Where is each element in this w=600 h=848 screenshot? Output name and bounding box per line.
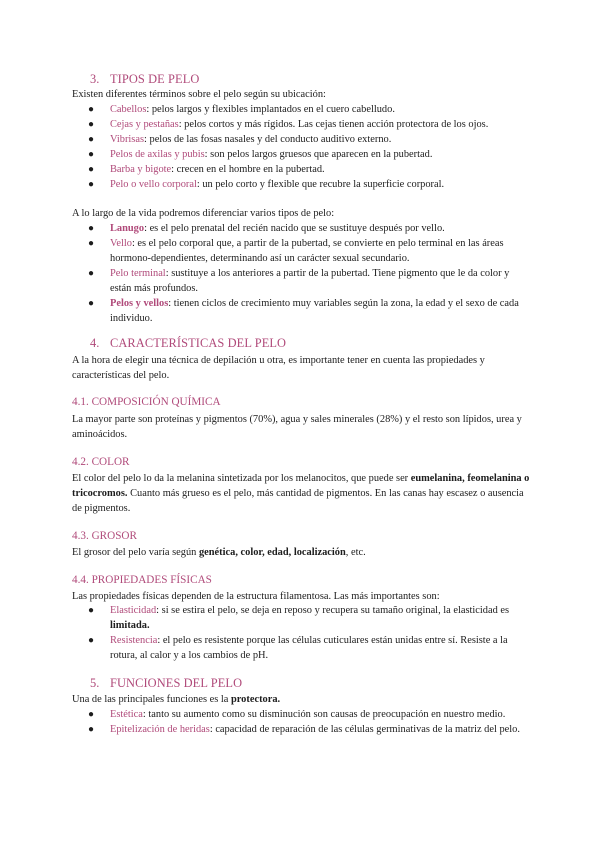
bullet-icon: ● <box>88 149 95 160</box>
pigment-types: eumelanina, feomelanina o tricocromos. <box>72 473 530 499</box>
term: Cejas y pestañas <box>110 119 179 130</box>
list-item: ● Vello: es el pelo corporal que, a partir de la pubertad, se convierte en pelo terminal en las áreas hormono-dependientes, determinando así un carácter sexual secundario. <box>88 238 504 264</box>
list-item: ● Cabellos: pelos largos y flexibles implantados en el cuero cabelludo. <box>88 104 395 115</box>
bullet-icon: ● <box>88 605 95 616</box>
bullet-icon: ● <box>88 179 95 190</box>
section-3-heading <box>90 72 199 87</box>
list-item: ● Lanugo: es el pelo prenatal del recién nacido que se sustituye después por vello. <box>88 223 445 234</box>
term: Epitelización de heridas <box>110 724 210 735</box>
list-item: ● Resistencia: el pelo es resistente porque las células cuticulares están unidas entre sí. Resiste a la rotura, al calor y a los cambios de pH. <box>88 635 508 661</box>
section-3-number: 3. <box>90 72 100 86</box>
term: Estética <box>110 709 143 720</box>
list-item: ● Pelo terminal: sustituye a los anteriores a partir de la pubertad. Tiene pigmento que le da color y están más profundos. <box>88 268 510 294</box>
section-3-title: TIPOS DE PELO <box>110 72 200 86</box>
list-item: ● Estética: tanto su aumento como su disminución son causas de preocupación en nuestro medio. <box>88 709 506 720</box>
list-item: ● Epitelización de heridas: capacidad de reparación de las células germinativas de la matriz del pelo. <box>88 724 520 735</box>
term: Cabellos <box>110 104 147 115</box>
bullet-icon: ● <box>88 298 95 309</box>
section-3-intro: Existen diferentes términos sobre el pelo según su ubicación: <box>72 89 326 100</box>
section-4-title: CARACTERÍSTICAS DEL PELO <box>110 336 287 350</box>
term: Pelo terminal <box>110 268 166 279</box>
term: Elasticidad <box>110 605 157 616</box>
list-item: ● Pelos de axilas y pubis: son pelos largos gruesos que aparecen en la pubertad. <box>88 149 433 160</box>
list-item: ● Elasticidad: si se estira el pelo, se deja en reposo y recupera su tamaño original, la elasticidad es limitada. <box>88 605 510 631</box>
subsection-4-2-text: El color del pelo lo da la melanina sintetizada por los melanocitos, que puede ser eumelanina, feomelanina o tricocromos. Cuanto más grueso es el pelo, más cantidad de pigmentos. En las canas hay escasez o ausencia de pigmentos. <box>72 473 530 514</box>
list-item: ● Pelos y vellos: tienen ciclos de crecimiento muy variables según la zona, la edad y el sexo de cada individuo. <box>88 298 519 324</box>
section-5-intro: Una de las principales funciones es la protectora. <box>72 694 281 705</box>
list-item: ● Vibrisas: pelos de las fosas nasales y del conducto auditivo externo. <box>88 134 392 145</box>
protective-function: protectora. <box>230 694 281 705</box>
subsection-4-1-text: La mayor parte son proteínas y pigmentos (70%), agua y sales minerales (28%) y el resto son lípidos, urea y aminoácidos. <box>72 414 522 440</box>
bullet-icon: ● <box>88 134 95 145</box>
bullet-icon: ● <box>88 104 95 115</box>
section-5-title: FUNCIONES DEL PELO <box>110 676 243 690</box>
bullet-icon: ● <box>88 164 95 175</box>
subsection-4-1-heading: 4.1. COMPOSICIÓN QUÍMICA <box>72 396 221 408</box>
term: Pelos y vellos <box>110 298 169 309</box>
bullet-icon: ● <box>88 119 95 130</box>
list-item: ● Cejas y pestañas: pelos cortos y más rígidos. Las cejas tienen acción protectora de los ojos. <box>88 119 489 130</box>
bullet-icon: ● <box>88 223 95 234</box>
section-5-number: 5. <box>90 676 100 690</box>
bullet-icon: ● <box>88 635 95 646</box>
term: Resistencia <box>110 635 158 646</box>
term: Vello <box>110 238 132 249</box>
list-item: ● Barba y bigote: crecen en el hombre en la pubertad. <box>88 164 325 175</box>
subsection-4-3-text: El grosor del pelo varía según genética, color, edad, localización, etc. <box>72 547 366 558</box>
term: Pelos de axilas y pubis <box>110 149 205 160</box>
term: Barba y bigote <box>110 164 172 175</box>
section-5-heading <box>90 676 242 691</box>
subsection-4-3-heading: 4.3. GROSOR <box>72 530 137 542</box>
term: Lanugo <box>110 223 145 234</box>
section-4-intro: A la hora de elegir una técnica de depilación u otra, es importante tener en cuenta las propiedades y características del pelo. <box>72 355 485 381</box>
hair-location-list <box>72 102 528 192</box>
term: Vibrisas <box>110 134 145 145</box>
bullet-icon: ● <box>88 724 95 735</box>
physical-properties-list <box>72 603 528 663</box>
subsection-4-4-heading: 4.4. PROPIEDADES FÍSICAS <box>72 574 212 586</box>
bullet-icon: ● <box>88 238 95 249</box>
hair-life-list <box>72 221 528 326</box>
subsection-4-2-heading: 4.2. COLOR <box>72 456 130 468</box>
subsection-4-4-intro: Las propiedades físicas dependen de la estructura filamentosa. Las más importantes son: <box>72 591 440 602</box>
term: Pelo o vello corporal <box>110 179 197 190</box>
hair-functions-list <box>72 707 528 737</box>
thickness-factors: genética, color, edad, localización <box>198 547 346 558</box>
section-4-number: 4. <box>90 336 100 350</box>
bullet-icon: ● <box>88 709 95 720</box>
life-intro: A lo largo de la vida podremos diferenciar varios tipos de pelo: <box>72 208 335 219</box>
list-item: ● Pelo o vello corporal: un pelo corto y flexible que recubre la superficie corporal. <box>88 179 445 190</box>
bullet-icon: ● <box>88 268 95 279</box>
section-4-heading <box>90 336 286 351</box>
